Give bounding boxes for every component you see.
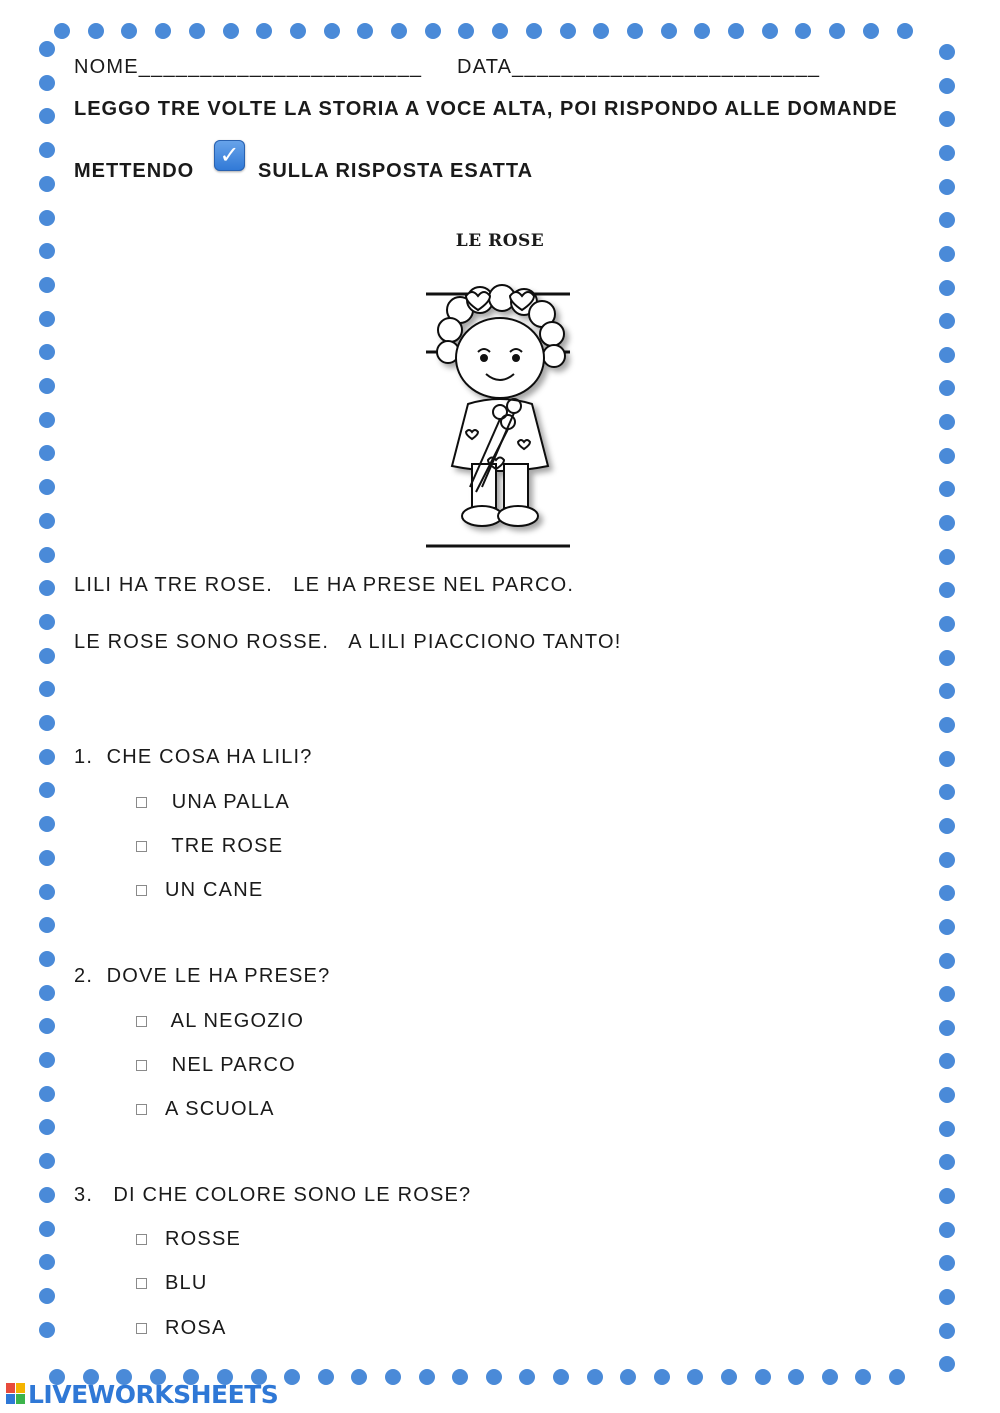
- border-dot: [661, 23, 677, 39]
- border-dot: [939, 145, 955, 161]
- answer-checkbox[interactable]: [136, 1104, 147, 1115]
- liveworksheets-mark-icon: [6, 1383, 26, 1405]
- question-3: 3. DI CHE COLORE SONO LE ROSE?: [74, 1184, 472, 1206]
- border-dot: [223, 23, 239, 39]
- border-dot: [939, 616, 955, 632]
- border-dot: [939, 751, 955, 767]
- border-dot: [39, 1254, 55, 1270]
- border-dot: [721, 1369, 737, 1385]
- border-dot: [939, 1020, 955, 1036]
- border-dot: [939, 347, 955, 363]
- instructions-line-2-end: SULLA RISPOSTA ESATTA: [258, 160, 534, 182]
- instructions-line-1: LEGGO TRE VOLTE LA STORIA A VOCE ALTA, POI RISPONDO ALLE DOMANDE: [74, 98, 898, 120]
- border-dot: [39, 41, 55, 57]
- border-dot: [39, 311, 55, 327]
- answer-option: BLU: [165, 1272, 208, 1294]
- border-dot: [391, 23, 407, 39]
- border-dot: [39, 850, 55, 866]
- brand-name: LIVEWORKSHEETS: [28, 1379, 279, 1409]
- border-dot: [939, 1053, 955, 1069]
- instructions-line-2-start: METTENDO: [74, 160, 195, 182]
- answer-checkbox[interactable]: [136, 885, 147, 896]
- border-dot: [939, 515, 955, 531]
- border-dot: [39, 782, 55, 798]
- border-dot: [939, 549, 955, 565]
- border-dot: [939, 919, 955, 935]
- answer-option: ROSSE: [165, 1228, 242, 1250]
- border-dot: [939, 44, 955, 60]
- border-dot: [587, 1369, 603, 1385]
- border-dot: [526, 23, 542, 39]
- border-dot: [290, 23, 306, 39]
- border-dot: [284, 1369, 300, 1385]
- border-dot: [560, 23, 576, 39]
- border-dot: [39, 108, 55, 124]
- border-dot: [939, 1087, 955, 1103]
- border-dot: [419, 1369, 435, 1385]
- border-dot: [822, 1369, 838, 1385]
- border-dot: [627, 23, 643, 39]
- answer-checkbox[interactable]: [136, 1016, 147, 1027]
- answer-checkbox[interactable]: [136, 1278, 147, 1289]
- answer-checkbox[interactable]: [136, 797, 147, 808]
- border-dot: [39, 681, 55, 697]
- answer-option: UN CANE: [165, 879, 264, 901]
- liveworksheets-logo[interactable]: [6, 1380, 278, 1408]
- border-dot: [39, 1018, 55, 1034]
- question-2: 2. DOVE LE HA PRESE?: [74, 965, 331, 987]
- answer-checkbox[interactable]: [136, 1234, 147, 1245]
- border-dot: [39, 951, 55, 967]
- border-dot: [593, 23, 609, 39]
- border-dot: [452, 1369, 468, 1385]
- border-dot: [318, 1369, 334, 1385]
- border-dot: [939, 313, 955, 329]
- border-dot: [939, 1356, 955, 1372]
- border-dot: [553, 1369, 569, 1385]
- border-dot: [39, 445, 55, 461]
- border-dot: [39, 479, 55, 495]
- border-dot: [39, 1086, 55, 1102]
- border-dot: [939, 582, 955, 598]
- border-dot: [939, 885, 955, 901]
- border-dot: [155, 23, 171, 39]
- border-dot: [39, 75, 55, 91]
- border-dot: [788, 1369, 804, 1385]
- checkmark-icon: ✓: [214, 140, 245, 171]
- border-dot: [829, 23, 845, 39]
- border-dot: [39, 985, 55, 1001]
- border-dot: [39, 513, 55, 529]
- border-dot: [351, 1369, 367, 1385]
- border-dot: [855, 1369, 871, 1385]
- border-dot: [256, 23, 272, 39]
- border-dot: [728, 23, 744, 39]
- border-dot: [889, 1369, 905, 1385]
- border-dot: [88, 23, 104, 39]
- answer-option: AL NEGOZIO: [165, 1010, 305, 1032]
- answer-checkbox[interactable]: [136, 1060, 147, 1071]
- border-dot: [939, 448, 955, 464]
- border-dot: [939, 1222, 955, 1238]
- border-dot: [189, 23, 205, 39]
- border-dot: [755, 1369, 771, 1385]
- border-dot: [939, 650, 955, 666]
- border-dot: [939, 986, 955, 1002]
- border-dot: [425, 23, 441, 39]
- border-dot: [357, 23, 373, 39]
- border-dot: [39, 1322, 55, 1338]
- border-dot: [939, 179, 955, 195]
- border-dot: [39, 344, 55, 360]
- border-dot: [39, 1052, 55, 1068]
- border-dot: [897, 23, 913, 39]
- border-dot: [39, 917, 55, 933]
- border-dot: [939, 1289, 955, 1305]
- border-dot: [939, 414, 955, 430]
- border-dot: [39, 1119, 55, 1135]
- border-dot: [519, 1369, 535, 1385]
- border-dot: [939, 481, 955, 497]
- name-field-label[interactable]: NOME_______________________: [74, 56, 423, 78]
- border-dot: [939, 280, 955, 296]
- border-dot: [939, 380, 955, 396]
- story-line-1: LILI HA TRE ROSE. LE HA PRESE NEL PARCO.: [74, 574, 575, 596]
- story-title: LE ROSE: [455, 231, 545, 251]
- border-dot: [939, 1154, 955, 1170]
- border-dot: [939, 717, 955, 733]
- border-dot: [39, 142, 55, 158]
- border-dot: [39, 715, 55, 731]
- border-dot: [863, 23, 879, 39]
- border-dot: [39, 749, 55, 765]
- border-dot: [762, 23, 778, 39]
- border-dot: [121, 23, 137, 39]
- border-dot: [687, 1369, 703, 1385]
- border-dot: [39, 648, 55, 664]
- border-dot: [486, 1369, 502, 1385]
- border-dot: [939, 78, 955, 94]
- border-dot: [39, 884, 55, 900]
- border-dot: [39, 277, 55, 293]
- border-dot: [39, 580, 55, 596]
- border-dot: [939, 212, 955, 228]
- border-dot: [939, 1323, 955, 1339]
- date-field-label[interactable]: DATA_________________________: [457, 56, 821, 78]
- border-dot: [939, 1255, 955, 1271]
- girl-with-roses-illustration: [420, 282, 580, 552]
- border-dot: [39, 412, 55, 428]
- border-dot: [39, 614, 55, 630]
- answer-option: TRE ROSE: [165, 835, 284, 857]
- border-dot: [939, 111, 955, 127]
- answer-checkbox[interactable]: [136, 841, 147, 852]
- border-dot: [324, 23, 340, 39]
- border-dot: [39, 547, 55, 563]
- border-dot: [939, 852, 955, 868]
- border-dot: [939, 1121, 955, 1137]
- border-dot: [39, 1221, 55, 1237]
- answer-option: UNA PALLA: [165, 791, 291, 813]
- answer-option: ROSA: [165, 1317, 227, 1339]
- border-dot: [39, 378, 55, 394]
- border-dot: [795, 23, 811, 39]
- border-dot: [939, 953, 955, 969]
- border-dot: [39, 176, 55, 192]
- border-dot: [939, 1188, 955, 1204]
- border-dot: [54, 23, 70, 39]
- border-dot: [39, 210, 55, 226]
- border-dot: [939, 818, 955, 834]
- border-dot: [939, 784, 955, 800]
- answer-option: A SCUOLA: [165, 1098, 275, 1120]
- answer-option: NEL PARCO: [165, 1054, 296, 1076]
- answer-checkbox[interactable]: [136, 1323, 147, 1334]
- border-dot: [492, 23, 508, 39]
- border-dot: [654, 1369, 670, 1385]
- border-dot: [939, 683, 955, 699]
- border-dot: [39, 1187, 55, 1203]
- border-dot: [620, 1369, 636, 1385]
- border-dot: [39, 1288, 55, 1304]
- border-dot: [458, 23, 474, 39]
- border-dot: [39, 816, 55, 832]
- question-1: 1. CHE COSA HA LILI?: [74, 746, 313, 768]
- border-dot: [694, 23, 710, 39]
- border-dot: [385, 1369, 401, 1385]
- story-line-2: LE ROSE SONO ROSSE. A LILI PIACCIONO TANTO!: [74, 631, 622, 653]
- border-dot: [39, 1153, 55, 1169]
